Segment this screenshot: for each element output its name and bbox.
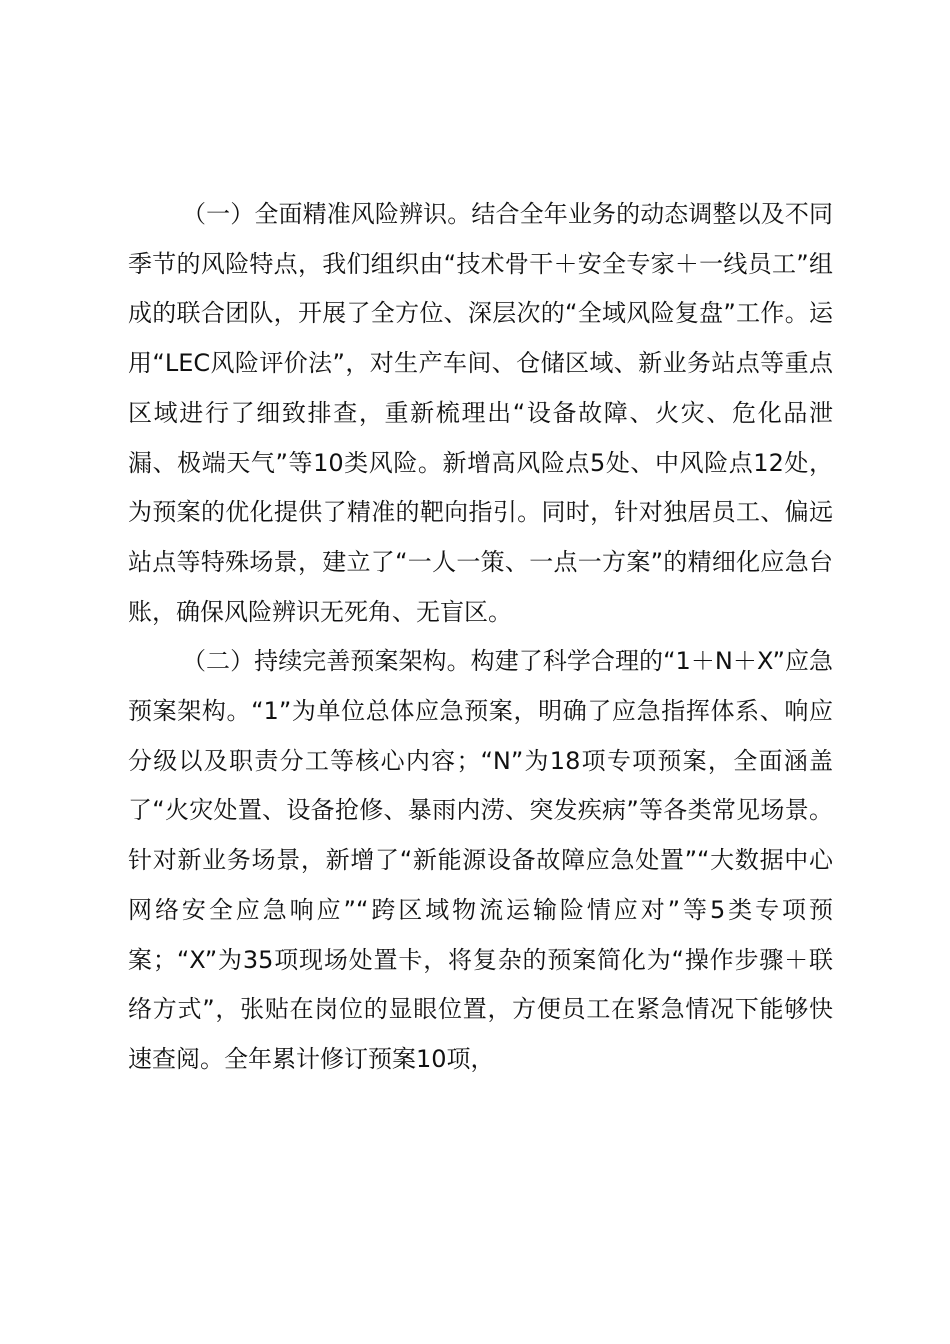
paragraph-plan-architecture: （二）持续完善预案架构。构建了科学合理的“1＋N＋X”应急预案架构。“1”为单位总体应急预案，明确了应急指挥体系、响应分级以及职责分工等核心内容；“N”为18项专项预案，全面涵盖了“火灾处置、设备抢修、暴雨内涝、突发疾病”等各类常见场景。针对新业务场景，新增了“新能源设备故障应急处置”“大数据中心网络安全应急响应”“跨区域物流运输险情应对”等5类专项预案；“X”为35项现场处置卡，将复杂的预案简化为“操作步骤＋联络方式”，张贴在岗位的显眼位置，方便员工在紧急情况下能够快速查阅。全年累计修订预案10项， (128, 647, 833, 1073)
document-body (128, 190, 833, 1085)
paragraph-risk-identification: （一）全面精准风险辨识。结合全年业务的动态调整以及不同季节的风险特点，我们组织由“技术骨干＋安全专家＋一线员工”组成的联合团队，开展了全方位、深层次的“全域风险复盘”工作。运用“LEC风险评价法”，对生产车间、仓储区域、新业务站点等重点区域进行了细致排查，重新梳理出“设备故障、火灾、危化品泄漏、极端天气”等10类风险。新增高风险点5处、中风险点12处，为预案的优化提供了精准的靶向指引。同时，针对独居员工、偏远站点等特殊场景，建立了“一人一策、一点一方案”的精细化应急台账，确保风险辨识无死角、无盲区。 (128, 200, 833, 626)
